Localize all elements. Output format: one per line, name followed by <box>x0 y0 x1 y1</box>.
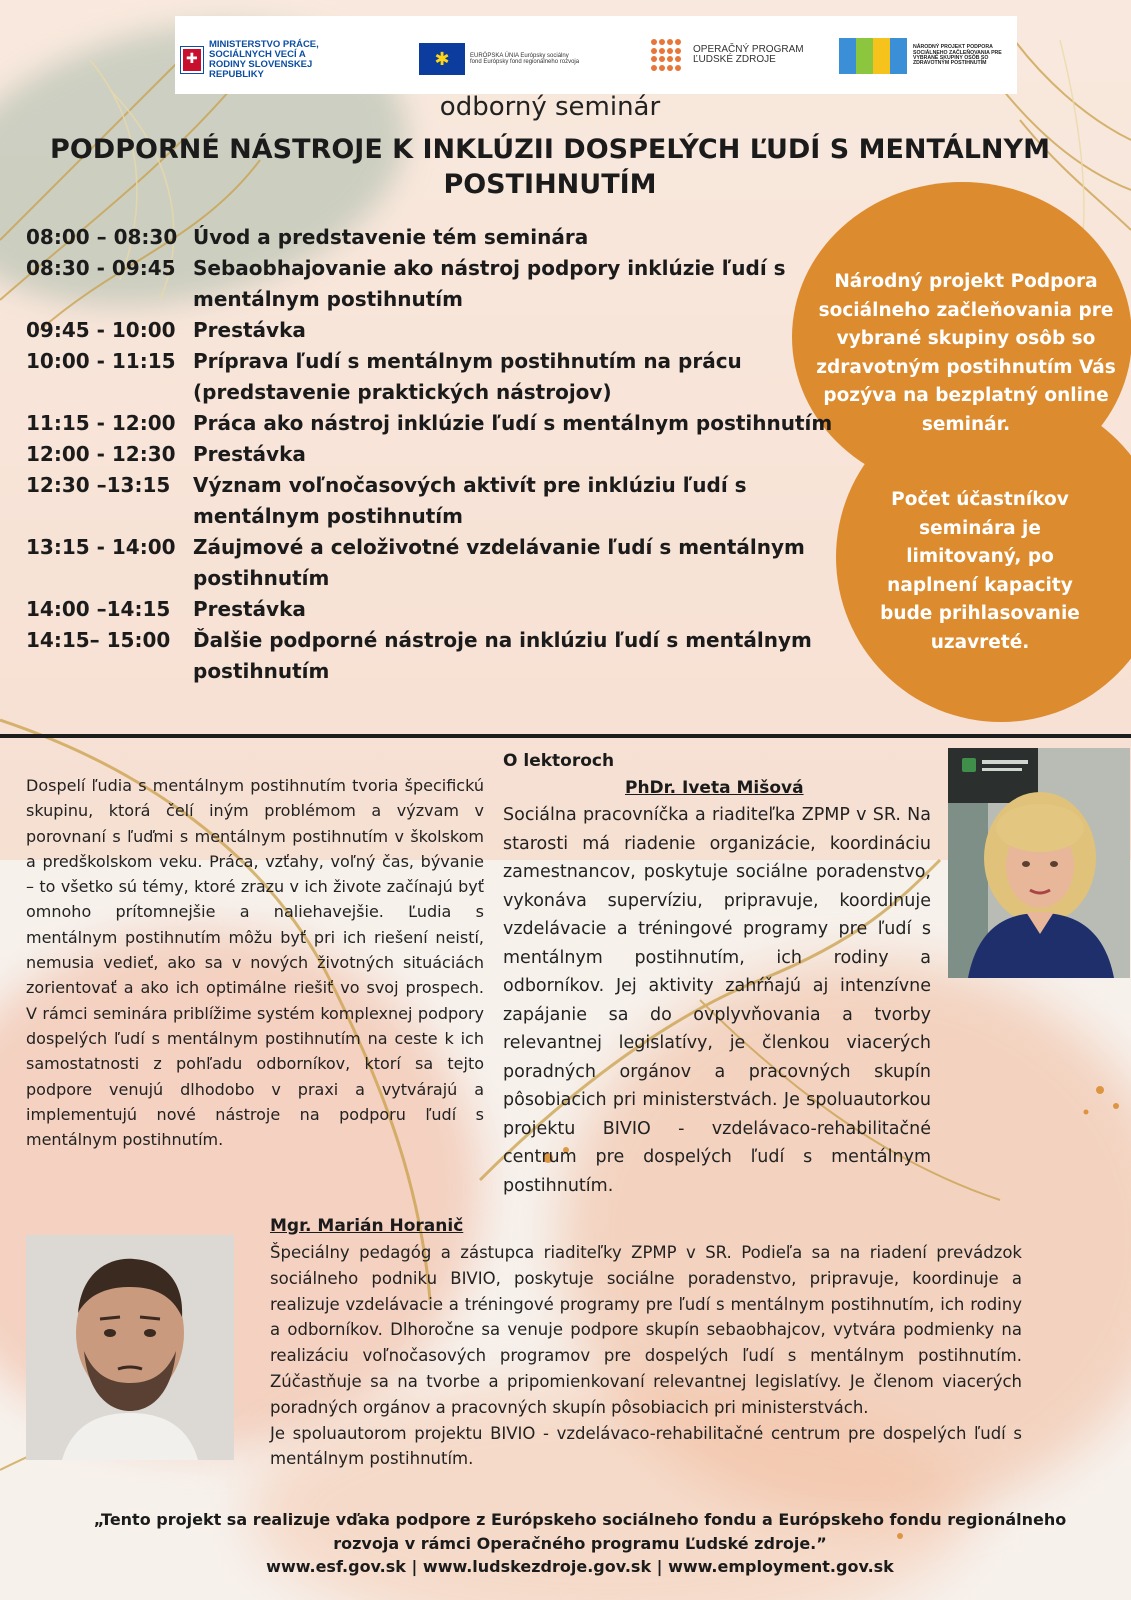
eu-flag-icon: ✱ <box>419 43 465 75</box>
program-topic: Práca ako nástroj inklúzie ľudí s mentálnym postihnutím <box>193 411 833 435</box>
program-time: 12:00 - 12:30 <box>26 442 176 466</box>
program-topic: Sebaobhajovanie ako nástroj podpory inklúzie ľudí s mentálnym postihnutím <box>193 256 786 311</box>
program-row <box>26 315 846 346</box>
section-divider <box>0 734 1131 738</box>
program-topic: Prestávka <box>193 318 306 342</box>
footer-links: www.esf.gov.sk | www.ludskezdroje.gov.sk | www.employment.gov.sk <box>266 1557 894 1576</box>
program-row <box>26 594 846 625</box>
program-topic: Úvod a predstavenie tém seminára <box>193 225 589 249</box>
program-topic: Ďalšie podporné nástroje na inklúziu ľudí s mentálnym postihnutím <box>193 628 812 683</box>
program-row <box>26 408 846 439</box>
program-time: 09:45 - 10:00 <box>26 318 176 342</box>
program-time: 12:30 –13:15 <box>26 473 171 497</box>
op-dots-icon <box>651 39 683 71</box>
puzzle-icon <box>839 38 909 74</box>
program-time: 13:15 - 14:00 <box>26 535 176 559</box>
program-row <box>26 222 846 253</box>
seminar-title: PODPORNÉ NÁSTROJE K INKLÚZII DOSPELÝCH ĽUDÍ S MENTÁLNYM POSTIHNUTÍM <box>50 134 1050 200</box>
program-row <box>26 439 846 470</box>
program-row <box>26 253 846 315</box>
program-row <box>26 532 846 594</box>
capacity-text: Počet účastníkov seminára je limitovaný, po naplnení kapacity bude prihlasovanie uzavreté. <box>880 489 1080 653</box>
program-topic: Prestávka <box>193 597 306 621</box>
lecturer-2-bio-main: Špeciálny pedagóg a zástupca riaditeľky ZPMP v SR. Podieľa sa na riadení prevádzok sociálneho podniku BIVIO, poskytuje sociálne poradenstvo, pripravuje, koordinuje a realizuje vzdelávacie a tréningové programy pre ľudí s mentálnym postihnutím, ich rodiny a odborníkov. Dlhoročne sa venuje podpore skupín sebaobhajcov, vytvára podmienky na realizáciu voľnočasových programov pre dospelých ľudí s mentálnym postihnutím. Zúčastňuje sa na tvorbe a pripomienkovaní relevantnej legislatívy. Je členom viacerých poradných orgánov a pracovných skupín pôsobiacich pri ministerstvách. <box>270 1243 1022 1417</box>
program-time: 08:00 – 08:30 <box>26 225 178 249</box>
program-topic: Príprava ľudí s mentálnym postihnutím na prácu (predstavenie praktických nástrojov) <box>193 349 742 404</box>
lecturer-2-name: Mgr. Marián Horanič <box>270 1216 464 1236</box>
op-logo <box>651 39 805 71</box>
eu-logo <box>419 43 580 75</box>
footer-quote: „Tento projekt sa realizuje vďaka podpore z Európskeho sociálneho fondu a Európskeho fondu regionálneho rozvoja v rámci Operačného programu Ľudské zdroje.” <box>93 1510 1067 1553</box>
slovak-crest-icon <box>181 47 203 73</box>
op-logo-text: OPERAČNÝ PROGRAM ĽUDSKÉ ZDROJE <box>693 43 804 65</box>
program-schedule <box>26 222 846 687</box>
intro-paragraph: Dospelí ľudia s mentálnym postihnutím tvoria špecifickú skupinu, ktorá čelí iným problémom a výzvam v porovnaní s ľuďmi s mentálnym postihnutím v školskom a predškolskom veku. Práca, vzťahy, voľný čas, bývanie – to všetko sú témy, ktoré zrazu v ich živote začínajú byť omnoho prítomnejšie a naliehavejšie. Ľudia s mentálnym postihnutím môžu byť pri ich riešení neistí, nemusia vedieť, ako sa v nových životných situáciách zorientovať a ako ich optimálne riešiť vo svoj prospech. V rámci seminára priblížime systém komplexnej podpory dospelých ľudí s mentálnym postihnutím na ceste k ich samostatnosti z pohľadu odborníkov, ktorí sa tejto podpore venujú dlhodobo v praxi a vytvárajú a implementujú nové nástroje na podporu ľudí s mentálnym postihnutím. <box>26 776 484 1150</box>
program-time: 14:15– 15:00 <box>26 628 171 652</box>
lecturer-1-name: PhDr. Iveta Mišová <box>625 778 804 798</box>
national-project-logo <box>839 38 1013 74</box>
ministry-logo-text: MINISTERSTVO PRÁCE, SOCIÁLNYCH VECÍ A RODINY SLOVENSKEJ REPUBLIKY <box>209 39 319 80</box>
lecturers-heading: O lektoroch <box>503 751 615 771</box>
program-row <box>26 470 846 532</box>
program-topic: Záujmové a celoživotné vzdelávanie ľudí s mentálnym postihnutím <box>193 535 805 590</box>
invite-text: Národný projekt Podpora sociálneho začleňovania pre vybrané skupiny osôb so zdravotným postihnutím Vás pozýva na bezplatný online seminár. <box>816 271 1116 435</box>
national-project-logo-text: NÁRODNÝ PROJEKT PODPORA SOCIÁLNEHO ZAČLEŇOVANIA PRE VYBRANÉ SKUPINY OSÔB SO ZDRAVOTNÝM POSTIHNUTÍM <box>913 44 1002 67</box>
program-time: 08:30 - 09:45 <box>26 256 176 280</box>
program-time: 11:15 - 12:00 <box>26 411 176 435</box>
lecturer-1-bio: Sociálna pracovníčka a riaditeľka ZPMP v SR. Na starosti má riadenie organizácie, koordináciu zamestnancov, poskytuje sociálne poradenstvo, vykonáva supervíziu, pripravuje, koordinuje vzdelávacie a tréningové programy pre ľudí s mentálnym postihnutím, ich rodiny a odborníkov. Jej aktivity zahŕňajú aj intenzívne zapájanie sa do ovplyvňovania a tvorby relevantnej legislatívy, je členkou viacerých poradných orgánov a pracovných skupín pôsobiacich pri ministerstvách. Je spoluautorkou projektu BIVIO - vzdelávaco-rehabilitačné centrum pre dospelých ľudí s mentálnym postihnutím. <box>503 805 931 1196</box>
program-time: 14:00 –14:15 <box>26 597 171 621</box>
program-topic: Význam voľnočasových aktivít pre inklúziu ľudí s mentálnym postihnutím <box>193 473 747 528</box>
man-portrait-icon <box>26 1235 234 1460</box>
program-time: 10:00 - 11:15 <box>26 349 176 373</box>
lecturer-1-photo <box>948 748 1130 978</box>
footer <box>60 1508 1100 1579</box>
logo-bar <box>175 16 1017 94</box>
lecturer-2-photo <box>26 1235 234 1460</box>
lecturer-2-bio-project: Je spoluautorom projektu BIVIO - vzdelávaco-rehabilitačné centrum pre dospelých ľudí s mentálnym postihnutím. <box>270 1423 1022 1469</box>
program-row <box>26 346 846 408</box>
eu-logo-text: EURÓPSKA ÚNIA Európsky sociálny fond Európsky fond regionálneho rozvoja <box>470 52 580 65</box>
program-topic: Prestávka <box>193 442 306 466</box>
woman-portrait-icon <box>948 748 1130 978</box>
seminar-subtitle: odborný seminár <box>439 92 661 122</box>
lecturer-2-bio <box>270 1240 1022 1472</box>
program-row <box>26 625 846 687</box>
ministry-logo <box>181 40 339 80</box>
